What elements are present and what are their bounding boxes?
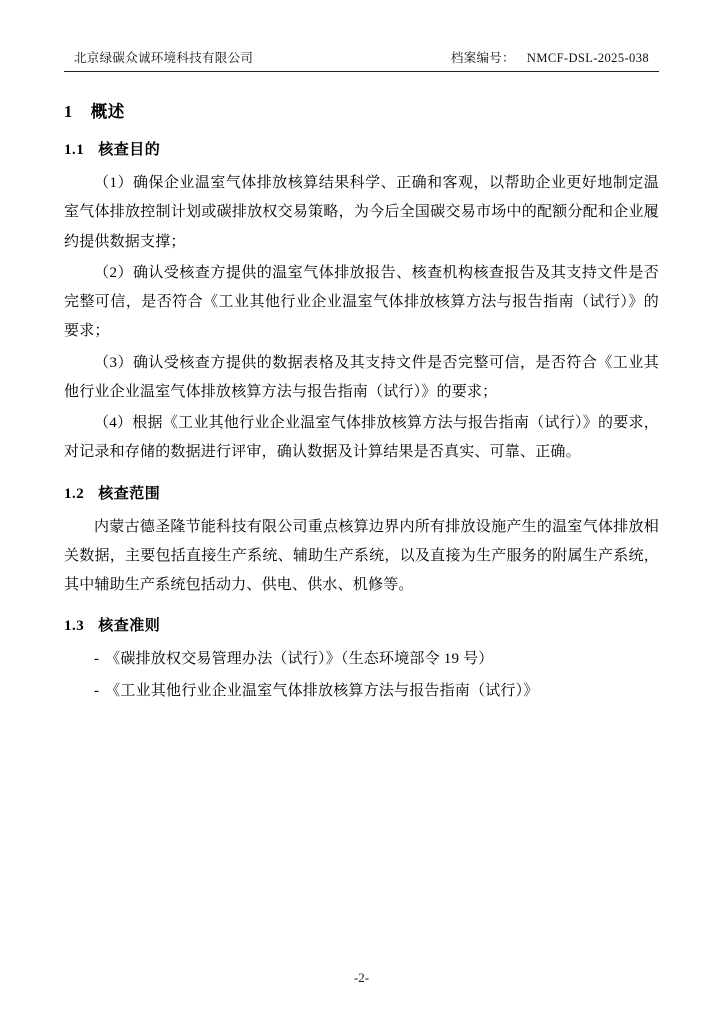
dash-marker: -: [94, 682, 100, 699]
page-footer: -2-: [353, 970, 370, 985]
section-title-1-1: 核查目的: [98, 142, 161, 158]
chapter-title: 概述: [90, 102, 125, 121]
chapter-number: 1: [64, 102, 73, 121]
list-item-text: 《碳排放权交易管理办法（试行）》（生态环境部令 19 号）: [105, 651, 494, 668]
archive-code-value: NMCF-DSL-2025-038: [526, 51, 649, 65]
header-archive-code: [451, 48, 649, 66]
list-item: [64, 645, 659, 674]
header-company-name: 北京绿碳众诚环境科技有限公司: [74, 51, 254, 65]
paragraph: （1）确保企业温室气体排放核算结果科学、正确和客观，以帮助企业更好地制定温室气体排放控制计划或碳排放权交易策略，为今后全国碳交易市场中的配额分配和企业履约提供数据支撑；: [64, 175, 659, 250]
archive-code-label: 档案编号：: [450, 51, 515, 65]
section-number-1-3: 1.3: [64, 618, 85, 635]
section-number-1-2: 1.2: [64, 485, 85, 502]
section-number-1-1: 1.1: [64, 142, 85, 158]
paragraph: （2）确认受核查方提供的温室气体排放报告、核查机构核查报告及其支持文件是否完整可信，是否符合《工业其他行业企业温室气体排放核算方法与报告指南（试行）》的要求；: [64, 264, 659, 340]
chapter-heading: [64, 98, 659, 122]
paragraph: （4）根据《工业其他行业企业温室气体排放核算方法与报告指南（试行）》的要求，对记录和存储的数据进行评审，确认数据及计算结果是否真实、可靠、正确。: [64, 415, 659, 461]
paragraph: （3）确认受核查方提供的数据表格及其支持文件是否完整可信，是否符合《工业其他行业企业温室气体排放核算方法与报告指南（试行）》的要求；: [64, 354, 659, 400]
paragraph: 内蒙古德圣隆节能科技有限公司重点核算边界内所有排放设施产生的温室气体排放相关数据，主要包括直接生产系统、辅助生产系统，以及直接为生产服务的附属生产系统，其中辅助生产系统包括动力、供电、供水、机修等。: [64, 518, 659, 593]
page-header: [64, 48, 659, 72]
list-item: [64, 677, 659, 706]
list-item-text: 《工业其他行业企业温室气体排放核算方法与报告指南（试行）》: [105, 682, 539, 699]
section-heading-1-1: [64, 138, 659, 159]
section-title-1-3: 核查准则: [98, 618, 161, 635]
section-heading-1-3: [64, 614, 659, 635]
section-heading-1-2: [64, 482, 659, 503]
dash-marker: -: [94, 651, 100, 668]
section-title-1-2: 核查范围: [98, 485, 161, 502]
